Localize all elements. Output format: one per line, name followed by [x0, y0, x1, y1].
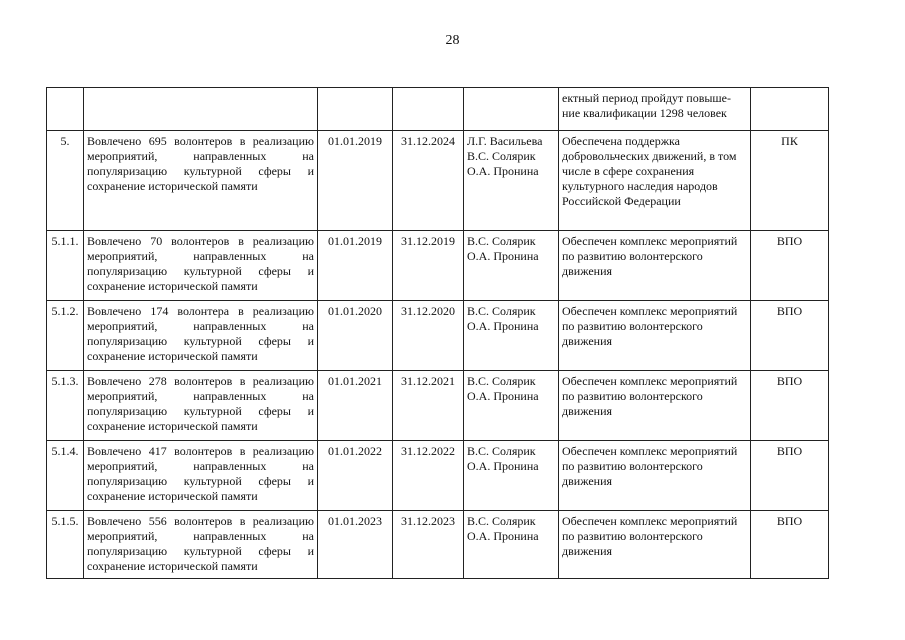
cell-responsible [464, 88, 559, 131]
table-row [47, 131, 829, 231]
cell-start-date: 01.01.2019 [318, 231, 393, 301]
responsible-person: О.А. Пронина [467, 389, 539, 403]
table-row [47, 231, 829, 301]
result-line: ние квалификации 1298 человек [562, 106, 727, 120]
cell-num: 5.1.2. [47, 301, 84, 371]
cell-num: 5.1.1. [47, 231, 84, 301]
cell-result: Обеспечен комплекс мероприятий по развитию волонтерского движения [559, 441, 751, 511]
cell-result: Обеспечен комплекс мероприятий по развитию волонтерского движения [559, 231, 751, 301]
cell-code: ВПО [751, 511, 829, 579]
cell-end-date [393, 88, 464, 131]
cell-start-date: 01.01.2023 [318, 511, 393, 579]
result-line: ектный период пройдут повыше- [562, 91, 731, 105]
cell-end-date: 31.12.2022 [393, 441, 464, 511]
cell-start-date: 01.01.2021 [318, 371, 393, 441]
responsible-person: О.А. Пронина [467, 249, 539, 263]
cell-description: Вовлечено 556 волонтеров в реализацию мероприятий, направленных на популяризацию культурной сферы и сохранение исторической памяти [84, 511, 318, 579]
cell-code: ВПО [751, 371, 829, 441]
cell-code [751, 88, 829, 131]
cell-responsible [464, 131, 559, 231]
cell-result: Обеспечена поддержка добровольческих движений, в том числе в сфере сохранения культурного наследия народов Российской Федерации [559, 131, 751, 231]
responsible-person: В.С. Солярик [467, 234, 536, 248]
cell-description: Вовлечено 174 волонтера в реализацию мероприятий, направленных на популяризацию культурной сферы и сохранение исторической памяти [84, 301, 318, 371]
cell-num: 5.1.4. [47, 441, 84, 511]
cell-description: Вовлечено 278 волонтеров в реализацию мероприятий, направленных на популяризацию культурной сферы и сохранение исторической памяти [84, 371, 318, 441]
responsible-person: В.С. Солярик [467, 444, 536, 458]
cell-num [47, 88, 84, 131]
responsible-person: О.А. Пронина [467, 529, 539, 543]
cell-description: Вовлечено 70 волонтеров в реализацию мероприятий, направленных на популяризацию культурной сферы и сохранение исторической памяти [84, 231, 318, 301]
plan-table [46, 87, 829, 579]
cell-end-date: 31.12.2024 [393, 131, 464, 231]
cell-code: ВПО [751, 231, 829, 301]
responsible-person: В.С. Солярик [467, 149, 536, 163]
responsible-person: В.С. Солярик [467, 514, 536, 528]
table-row [47, 371, 829, 441]
cell-start-date: 01.01.2020 [318, 301, 393, 371]
responsible-person: О.А. Пронина [467, 319, 539, 333]
cell-start-date: 01.01.2022 [318, 441, 393, 511]
responsible-person: О.А. Пронина [467, 459, 539, 473]
cell-description: Вовлечено 417 волонтеров в реализацию мероприятий, направленных на популяризацию культурной сферы и сохранение исторической памяти [84, 441, 318, 511]
cell-start-date [318, 88, 393, 131]
table-row [47, 441, 829, 511]
cell-responsible [464, 441, 559, 511]
cell-num: 5. [47, 131, 84, 231]
cell-code: ВПО [751, 441, 829, 511]
table-row [47, 301, 829, 371]
cell-description [84, 88, 318, 131]
cell-num: 5.1.3. [47, 371, 84, 441]
cell-responsible [464, 231, 559, 301]
cell-result: Обеспечен комплекс мероприятий по развитию волонтерского движения [559, 371, 751, 441]
table-row [47, 511, 829, 579]
cell-description: Вовлечено 695 волонтеров в реализацию мероприятий, направленных на популяризацию культурной сферы и сохранение исторической памяти [84, 131, 318, 231]
cell-result: Обеспечен комплекс мероприятий по развитию волонтерского движения [559, 301, 751, 371]
cell-end-date: 31.12.2020 [393, 301, 464, 371]
cell-end-date: 31.12.2019 [393, 231, 464, 301]
cell-responsible [464, 301, 559, 371]
page-number: 28 [445, 33, 460, 48]
cell-responsible [464, 511, 559, 579]
cell-code: ПК [751, 131, 829, 231]
cell-end-date: 31.12.2021 [393, 371, 464, 441]
responsible-person: О.А. Пронина [467, 164, 539, 178]
cell-code: ВПО [751, 301, 829, 371]
cell-end-date: 31.12.2023 [393, 511, 464, 579]
cell-result [559, 88, 751, 131]
cell-start-date: 01.01.2019 [318, 131, 393, 231]
cell-responsible [464, 371, 559, 441]
cell-result: Обеспечен комплекс мероприятий по развитию волонтерского движения [559, 511, 751, 579]
continuation-row [47, 88, 829, 131]
responsible-person: В.С. Солярик [467, 304, 536, 318]
responsible-person: Л.Г. Васильева [467, 134, 543, 148]
responsible-person: В.С. Солярик [467, 374, 536, 388]
cell-num: 5.1.5. [47, 511, 84, 579]
